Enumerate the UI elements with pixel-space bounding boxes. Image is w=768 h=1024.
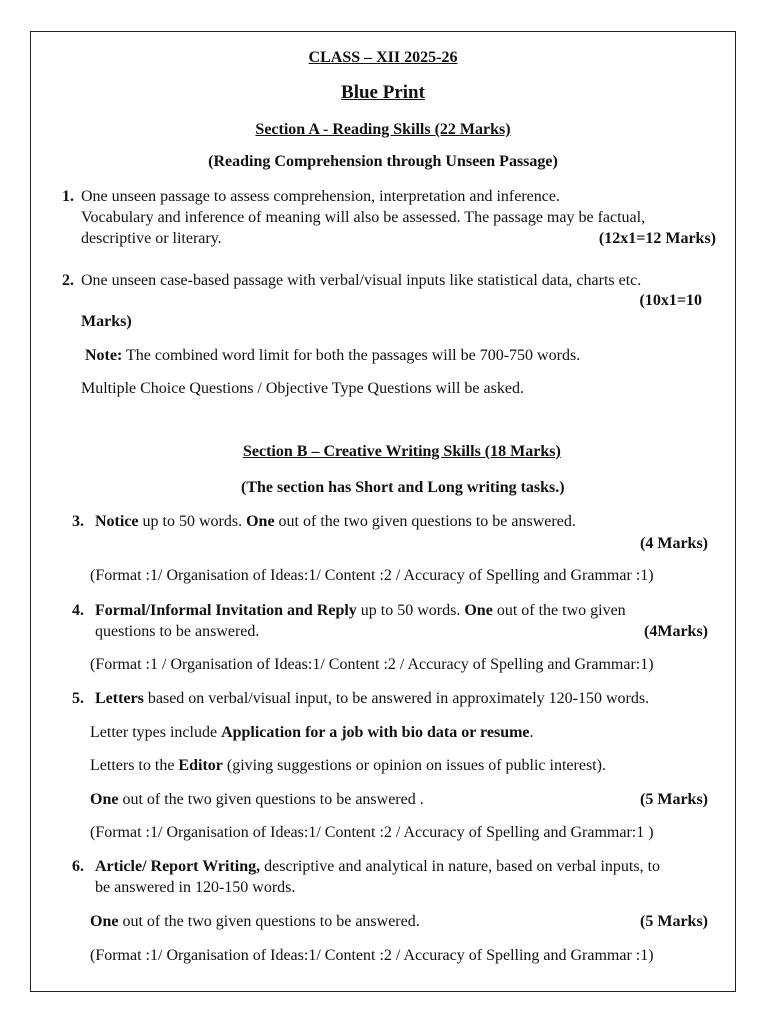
q2-marks-a: (10x1=10	[639, 292, 702, 309]
q3-text1: up to 50 words.	[138, 513, 247, 530]
q5-one	[90, 789, 424, 810]
q5-editor-bold: Editor	[178, 757, 223, 774]
q5-one-text: out of the two given questions to be answered .	[118, 791, 424, 808]
q3-text	[95, 511, 576, 532]
q2-line1: One unseen case-based passage with verbal/visual inputs like statistical data, charts etc.	[81, 272, 642, 289]
q4-number: 4.	[72, 602, 84, 619]
q6-line2: be answered in 120-150 words.	[95, 879, 296, 896]
q5-text1: based on verbal/visual input, to be answered in approximately 120-150 words.	[143, 690, 650, 707]
q5-one-bold: One	[90, 791, 119, 808]
q5-format: (Format :1/ Organisation of Ideas:1/ Content :2 / Accuracy of Spelling and Grammar:1 )	[90, 824, 654, 841]
section-b-title: Section B – Creative Writing Skills (18 Marks)	[243, 443, 561, 460]
section-a-subtitle: (Reading Comprehension through Unseen Passage)	[208, 153, 558, 170]
q3-bold-notice: Notice	[95, 513, 139, 530]
q6-one	[90, 911, 420, 932]
q5-types-end: .	[529, 724, 534, 741]
q5-types-text: Letter types include	[90, 724, 222, 741]
mcq-text: Multiple Choice Questions / Objective Type Questions will be asked.	[81, 380, 524, 397]
note-text: The combined word limit for both the passages will be 700-750 words.	[122, 347, 581, 364]
q5-types-bold: Application for a job with bio data or resume	[221, 724, 530, 741]
q6-format: (Format :1/ Organisation of Ideas:1/ Content :2 / Accuracy of Spelling and Grammar :1)	[90, 947, 654, 964]
q4-text2: out of the two given	[492, 602, 626, 619]
q4-marks: (4Marks)	[644, 623, 708, 640]
q5-types	[90, 722, 534, 743]
q5-line1	[95, 688, 649, 709]
q2-number: 2.	[62, 272, 74, 289]
q1-line2: Vocabulary and inference of meaning will also be assessed. The passage may be factual,	[81, 209, 646, 226]
q5-editor-text: Letters to the	[90, 757, 179, 774]
q5-number: 5.	[72, 690, 84, 707]
q4-bold-one: One	[464, 602, 493, 619]
q6-bold-article: Article/ Report Writing,	[95, 858, 261, 875]
q4-line2: questions to be answered.	[95, 623, 260, 640]
q5-marks: (5 Marks)	[640, 791, 708, 808]
q4-line1	[95, 600, 723, 621]
q3-format: (Format :1/ Organisation of Ideas:1/ Content :2 / Accuracy of Spelling and Grammar :1)	[90, 567, 654, 584]
q1-line1: One unseen passage to assess comprehension, interpretation and inference.	[81, 188, 560, 205]
q3-marks: (4 Marks)	[640, 535, 708, 552]
section-b-subtitle: (The section has Short and Long writing tasks.)	[241, 479, 565, 496]
q3-text2: out of the two given questions to be answered.	[274, 513, 576, 530]
section-a-title: Section A - Reading Skills (22 Marks)	[255, 121, 511, 138]
blueprint-title: Blue Print	[341, 82, 425, 103]
q6-one-text: out of the two given questions to be answered.	[118, 913, 420, 930]
q6-text1: descriptive and analytical in nature, based on verbal inputs, to	[260, 858, 661, 875]
note-label: Note:	[85, 347, 123, 364]
q4-text1: up to 50 words.	[356, 602, 465, 619]
q3-number: 3.	[72, 513, 84, 530]
q5-bold-letters: Letters	[95, 690, 144, 707]
q1-marks: (12x1=12 Marks)	[598, 230, 716, 247]
q6-number: 6.	[72, 858, 84, 875]
q5-editor-end: (giving suggestions or opinion on issues of public interest).	[222, 757, 606, 774]
note	[85, 345, 580, 366]
class-title: CLASS – XII 2025-26	[308, 49, 458, 66]
q3-bold-one: One	[246, 513, 275, 530]
q6-line1	[95, 856, 660, 877]
q1-number: 1.	[62, 188, 74, 205]
q4-bold-invitation: Formal/Informal Invitation and Reply	[95, 602, 357, 619]
q6-marks: (5 Marks)	[640, 913, 708, 930]
q6-one-bold: One	[90, 913, 119, 930]
q2-marks-b: Marks)	[81, 313, 132, 330]
q4-format: (Format :1 / Organisation of Ideas:1/ Content :2 / Accuracy of Spelling and Grammar:1)	[90, 656, 654, 673]
q1-line3: descriptive or literary.	[81, 230, 222, 247]
q5-editor	[90, 755, 606, 776]
